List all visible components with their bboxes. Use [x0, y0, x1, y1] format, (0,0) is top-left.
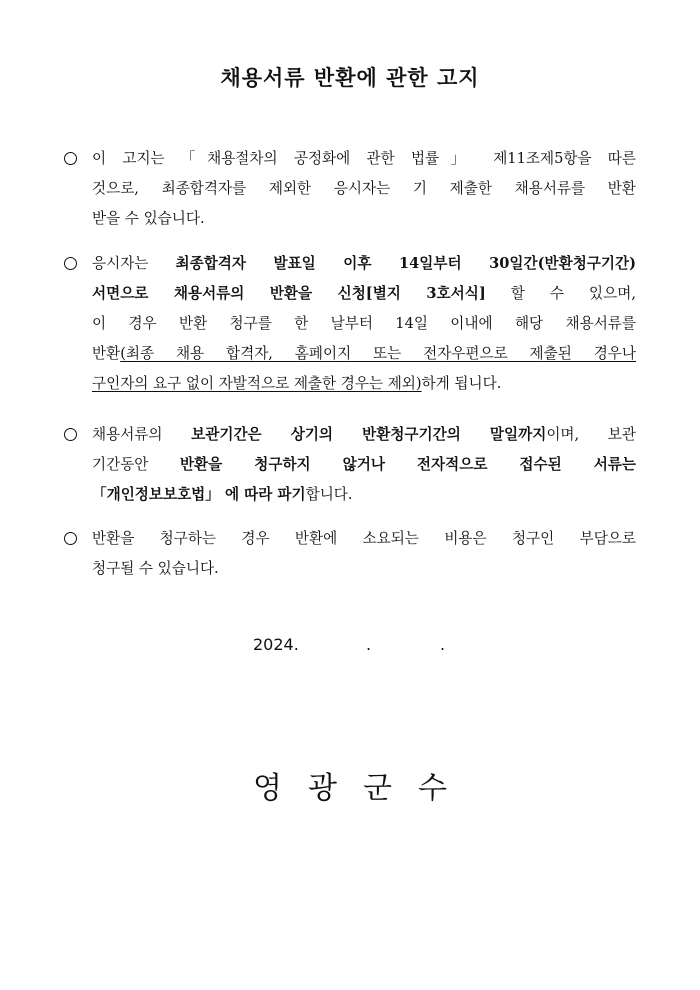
item-2-line-5-underlined: 구인자의 요구 없이 자발적으로 제출한 경우는 제외) [92, 375, 422, 392]
item-3-line-3-text: 합니다. [305, 486, 353, 503]
item-2-line-4-text: 반환 [92, 345, 121, 362]
item-3-line-2-bold: 반환을 청구하지 않거나 전자적으로 접수된 서류는 [179, 456, 636, 473]
item-2-line-2-bold: 서면으로 채용서류의 반환을 신청[별지 3호서식] [92, 285, 486, 302]
date-day-dot: . [440, 635, 446, 654]
notice-item-4 [64, 528, 636, 588]
item-2-line-4 [64, 343, 636, 373]
item-1-line-3: 받을 수 있습니다. [92, 210, 205, 227]
item-2-line-1-bold: 최종합격자 발표일 이후 14일부터 30일간(반환청구기간) [175, 255, 636, 272]
notice-item-1 [64, 148, 636, 238]
date-year: 2024. [253, 635, 299, 654]
issuer-name: 영광군수 [253, 771, 473, 806]
item-3-line-1-tail: 이며, 보관 [546, 426, 636, 443]
item-2-line-3: 이 경우 반환 청구를 한 날부터 14일 이내에 해당 채용서류를 [92, 315, 636, 332]
notice-item-2 [64, 253, 636, 403]
item-2-line-1-text: 응시자는 [92, 255, 176, 272]
item-2-line-2 [64, 283, 636, 313]
date-month-dot: . [366, 635, 372, 654]
item-1-line-1: 이 고지는 「채용절차의 공정화에 관한 법률」 제11조제5항을 따른 [92, 150, 636, 167]
item-3-line-3-bold: 「개인정보보호법」 에 따라 파기 [92, 486, 306, 503]
item-2-line-5-text: 하게 됩니다. [421, 375, 502, 392]
item-3-line-1-bold: 보관기간은 상기의 반환청구기간의 말일까지 [191, 426, 547, 443]
item-2-line-4-underlined: (최종 채용 합격자, 홈페이지 또는 전자우편으로 제출된 경우나 [120, 345, 636, 362]
item-2-line-5 [64, 373, 636, 403]
item-4-line-2: 청구될 수 있습니다. [92, 560, 219, 577]
item-3-line-3 [64, 484, 636, 514]
item-3-line-2-text: 기간동안 [92, 456, 180, 473]
document-title: 채용서류 반환에 관한 고지 [220, 66, 480, 90]
item-2-line-1 [64, 253, 636, 283]
item-4-line-1: 반환을 청구하는 경우 반환에 소요되는 비용은 청구인 부담으로 [92, 530, 636, 547]
item-3-line-1 [64, 424, 636, 454]
item-2-line-2-text: 할 수 있으며, [485, 285, 636, 302]
item-1-line-2: 것으로, 최종합격자를 제외한 응시자는 기 제출한 채용서류를 반환 [92, 180, 636, 197]
notice-item-3 [64, 424, 636, 514]
item-3-line-1-text: 채용서류의 [92, 426, 192, 443]
item-3-line-2 [64, 454, 636, 484]
